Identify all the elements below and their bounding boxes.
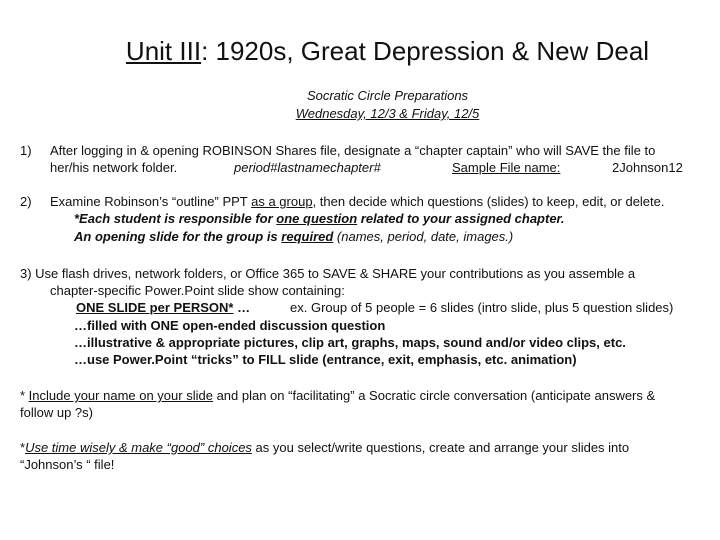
note-1-include-name: Include your name on your slide: [28, 388, 213, 403]
item-3-line-2: chapter-specific Power.Point slide show containing:: [50, 283, 345, 298]
note-1-line-1: [20, 387, 655, 404]
item-2-line-3a: An opening slide for the group is: [74, 229, 282, 244]
page-title: [0, 36, 720, 67]
item-3-example: ex. Group of 5 people = 6 slides (intro slide, plus 5 question slides): [290, 300, 674, 315]
item-1-filename-format: period#lastnamechapter#: [234, 160, 381, 175]
subtitle-date: Wednesday, 12/3 & Friday, 12/5: [295, 106, 480, 121]
item-3-line-6: …use Power.Point “tricks” to FILL slide (entrance, exit, emphasis, etc. animation): [74, 352, 577, 367]
item-2-line-2c: related to your assigned chapter.: [357, 211, 565, 226]
item-1-sample-value: 2Johnson12: [612, 160, 683, 175]
item-3-line-3: [76, 299, 250, 316]
item-3-line-1: 3) Use flash drives, network folders, or Office 365 to SAVE & SHARE your contributions as you assemble a: [20, 266, 636, 281]
item-3-ellipsis: …: [233, 300, 251, 315]
title-unit: Unit III: [125, 36, 202, 66]
item-3-one-slide: ONE SLIDE per PERSON*: [76, 300, 234, 315]
note-2-star: *: [20, 440, 26, 455]
item-2-line-3c: (names, period, date, images.): [333, 229, 514, 244]
item-3-line-4: …filled with ONE open-ended discussion question: [74, 318, 386, 333]
item-3-line-5: …illustrative & appropriate pictures, clip art, graphs, maps, sound and/or video clips, etc.: [74, 335, 626, 350]
note-1-star: *: [20, 388, 29, 403]
subtitle-line-1: Socratic Circle Preparations: [306, 88, 469, 103]
item-2-one-question: one question: [276, 211, 358, 226]
note-2-use-time-wisely: Use time wisely & make “good” choices: [25, 440, 252, 455]
note-2-rest: as you select/write questions, create and arrange your slides into: [251, 440, 630, 455]
title-rest: : 1920s, Great Depression & New Deal: [201, 36, 650, 66]
item-1-line-2a: her/his network folder.: [50, 160, 178, 175]
note-2-line-2: “Johnson’s “ file!: [20, 457, 115, 472]
item-2-number: 2): [20, 194, 32, 209]
note-1-line-2: follow up ?s): [20, 405, 93, 420]
item-2-line-1a: Examine Robinson’s “outline” PPT: [50, 194, 252, 209]
item-1-number: 1): [20, 143, 32, 158]
item-2-line-1c: , then decide which questions (slides) to keep, edit, or delete.: [312, 194, 665, 209]
item-2-as-a-group: as a group: [251, 194, 313, 209]
note-2-line-1: [20, 439, 629, 456]
item-2-line-3: [74, 228, 513, 245]
item-2-line-2a: *Each student is responsible for: [74, 211, 277, 226]
note-1-rest: and plan on “facilitating” a Socratic circle conversation (anticipate answers &: [212, 388, 656, 403]
item-1-line-1: After logging in & opening ROBINSON Shares file, designate a “chapter captain” who will SAVE the file to: [50, 143, 656, 158]
item-2-line-1: [50, 193, 665, 210]
item-2-required: required: [281, 229, 334, 244]
item-1-sample-label: Sample File name:: [452, 160, 561, 175]
item-2-line-2: [74, 210, 565, 227]
